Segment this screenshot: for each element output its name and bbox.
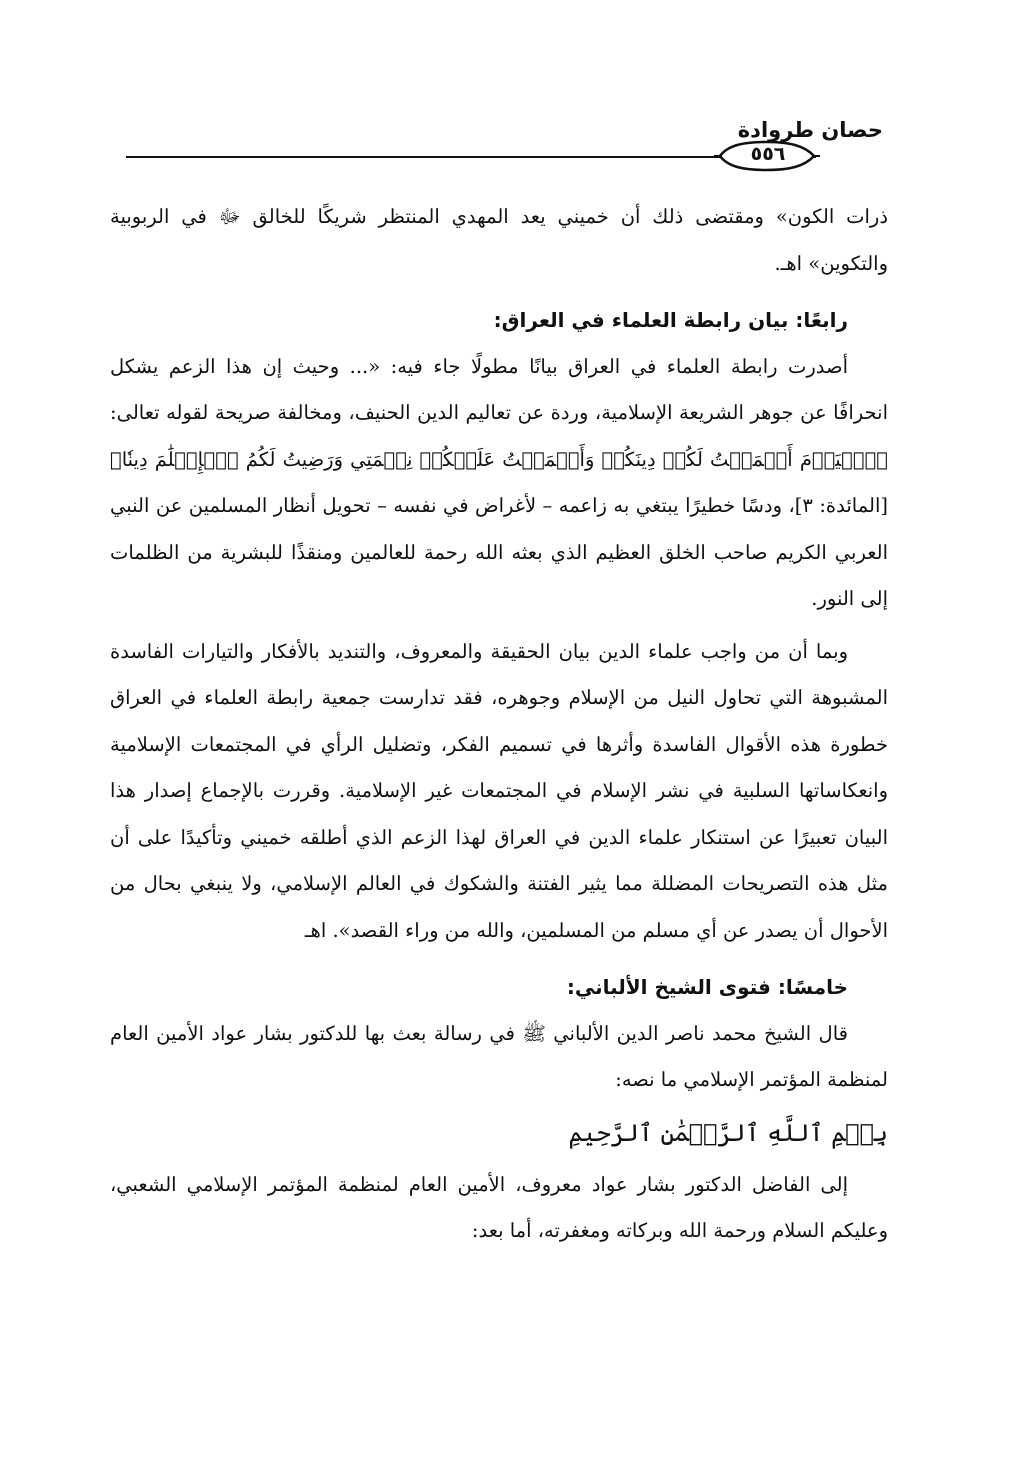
running-head: حصان طروادة bbox=[737, 118, 883, 142]
page-number-badge bbox=[714, 139, 820, 173]
paragraph-albani-intro: قال الشيخ محمد ناصر الدين الألباني ﷺ في رسالة بعث بها للدكتور بشار عواد الأمين العام لمنظمة المؤتمر الإسلامي ما نصه: bbox=[110, 1021, 888, 1091]
paragraph-continuation: ذرات الكون» ومقتضى ذلك أن خميني يعد المهدي المنتظر شريكًا للخالق ﷻ في الربوبية والتكوين» اهـ. bbox=[110, 205, 888, 275]
paragraph-statement: أصدرت رابطة العلماء في العراق بيانًا مطولًا جاء فيه: «... وحيث إن هذا الزعم يشكل انحرافًا عن جوهر الشريعة الإسلامية، وردة عن تعاليم الدين الحنيف، ومخالفة صريحة لقوله تعالى: ﴿ٱلۡيَوۡمَ أَكۡمَلۡتُ لَكُمۡ دِينَكُمۡ وَأَتۡمَمۡتُ عَلَيۡكُمۡ نِعۡمَتِي وَرَضِيتُ لَكُمُ ٱلۡإِسۡلَٰمَ دِينٗا﴾ [المائدة: ٣]، ودسًا خطيرًا يبتغي به زاعمه – لأغراض في نفسه – تحويل أنظار المسلمين عن النبي العربي الكريم صاحب الخلق العظيم الذي بعثه الله رحمة للعالمين ومنقذًا للبشرية من الظلمات إلى النور. bbox=[110, 354, 888, 610]
paragraph-resolution: وبما أن من واجب علماء الدين بيان الحقيقة والمعروف، والتنديد بالأفكار والتيارات الفاسدة المشبوهة التي تحاول النيل من الإسلام وجوهره، فقد تدارست جمعية رابطة العلماء في العراق خطورة هذه الأقوال الفاسدة وأثرها في تسميم الفكر، وتضليل الرأي في المجتمعات الإسلامية وانعكاساتها السلبية في نشر الإسلام في المجتمعات غير الإسلامية. وقررت بالإجماع إصدار هذا البيان تعبيرًا عن استنكار علماء الدين في العراق لهذا الزعم الذي أطلقه خميني وتأكيدًا على أن مثل هذه التصريحات المضللة مما يثير الفتنة والشكوك في العالم الإسلامي، ولا ينبغي بحال من الأحوال أن يصدر عن أي مسلم من المسلمين، والله من وراء القصد». اهـ bbox=[110, 639, 888, 942]
basmala: بِسۡمِ ٱللَّهِ ٱلرَّحۡمَٰنِ ٱلرَّحِيمِ bbox=[568, 1118, 888, 1147]
header-rule bbox=[126, 156, 816, 158]
section-heading-fifth: خامسًا: فتوى الشيخ الألباني: bbox=[566, 975, 848, 999]
paragraph-letter-opening: إلى الفاضل الدكتور بشار عواد معروف، الأمين العام لمنظمة المؤتمر الإسلامي الشعبي، وعليكم السلام ورحمة الله وبركاته ومغفرته، أما بعد: bbox=[110, 1172, 888, 1242]
section-heading-fourth: رابعًا: بيان رابطة العلماء في العراق: bbox=[493, 308, 848, 332]
page-number: ٥٥٦ bbox=[750, 143, 786, 165]
page-body bbox=[110, 194, 888, 1255]
